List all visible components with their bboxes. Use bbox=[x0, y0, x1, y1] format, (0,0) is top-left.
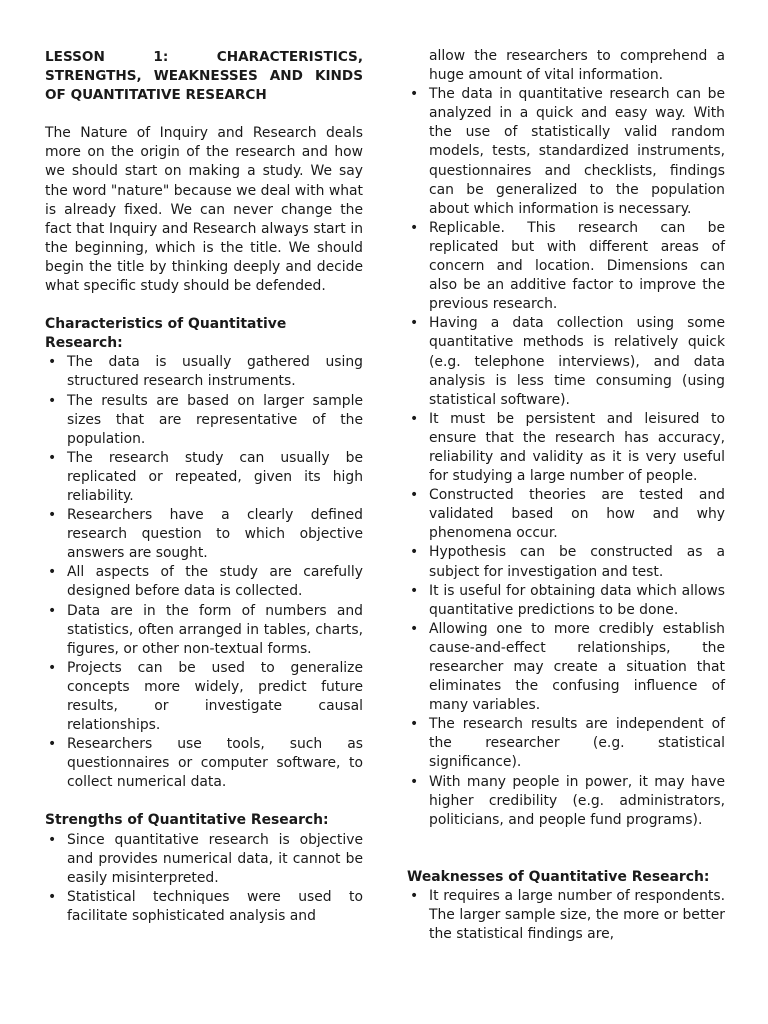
bullet-icon: • bbox=[48, 602, 57, 619]
list-item: • The research results are independent of the researcher (e.g. statistical significance). bbox=[410, 716, 725, 771]
bullet-icon: • bbox=[48, 507, 57, 524]
strengths-list-continued bbox=[407, 85, 725, 830]
list-item: • Replicable. This research can be replicated but with different areas of concern and location. Dimensions can also be an additive factor to improve the previous research. bbox=[410, 219, 725, 313]
right-column bbox=[407, 47, 725, 944]
bullet-icon: • bbox=[48, 354, 57, 371]
bullet-icon: • bbox=[410, 620, 419, 637]
bullet-icon: • bbox=[410, 887, 419, 904]
list-item: • Data are in the form of numbers and statistics, often arranged in tables, charts, figures, or other non-textual forms. bbox=[48, 602, 363, 657]
bullet-icon: • bbox=[410, 544, 419, 561]
list-item: • Researchers use tools, such as questionnaires or computer software, to collect numerical data. bbox=[48, 736, 363, 791]
lesson-title: LESSON 1: CHARACTERISTICS, STRENGTHS, WEAKNESSES AND KINDS OF QUANTITATIVE RESEARCH bbox=[45, 49, 363, 104]
bullet-icon: • bbox=[48, 888, 57, 905]
strengths-heading: Strengths of Quantitative Research: bbox=[45, 812, 329, 829]
list-item: • Researchers have a clearly defined research question to which objective answers are sought. bbox=[48, 507, 363, 562]
list-item: • Having a data collection using some quantitative methods is relatively quick (e.g. telephone interviews), and data analysis is less time consuming (using statistical software). bbox=[410, 315, 725, 408]
list-item: • It must be persistent and leisured to ensure that the research has accuracy, reliability and validity as it is very useful for studying a large number of people. bbox=[410, 410, 725, 485]
characteristics-heading: Characteristics of Quantitative Research: bbox=[45, 316, 287, 352]
bullet-icon: • bbox=[48, 449, 57, 466]
bullet-icon: • bbox=[48, 564, 57, 581]
characteristics-list bbox=[45, 353, 363, 792]
strengths-list bbox=[45, 831, 363, 926]
bullet-icon: • bbox=[410, 219, 419, 236]
list-item: • Hypothesis can be constructed as a subject for investigation and test. bbox=[410, 544, 725, 580]
list-item: • It requires a large number of respondents. The larger sample size, the more or better the statistical findings are, bbox=[410, 887, 725, 943]
list-item: • Statistical techniques were used to facilitate sophisticated analysis and bbox=[48, 888, 363, 924]
bullet-icon: • bbox=[48, 659, 57, 676]
list-item: • The results are based on larger sample sizes that are representative of the population. bbox=[48, 392, 363, 447]
list-item: • The research study can usually be replicated or repeated, given its high reliability. bbox=[48, 449, 363, 504]
list-item: • The data in quantitative research can be analyzed in a quick and easy way. With the use of statistically valid random models, tests, standardized instruments, questionnaires and checklists, findings can be generalized to the population about which information is necessary. bbox=[410, 86, 725, 217]
weaknesses-list bbox=[407, 887, 725, 944]
bullet-icon: • bbox=[48, 392, 57, 409]
left-column bbox=[45, 48, 363, 926]
bullet-icon: • bbox=[48, 831, 57, 848]
list-item: • With many people in power, it may have higher credibility (e.g. administrators, politicians, and people fund programs). bbox=[410, 773, 725, 828]
bullet-icon: • bbox=[410, 86, 419, 103]
bullet-icon: • bbox=[410, 773, 419, 790]
list-item: • All aspects of the study are carefully designed before data is collected. bbox=[48, 564, 363, 600]
continued-text: allow the researchers to comprehend a huge amount of vital information. bbox=[429, 48, 725, 84]
bullet-icon: • bbox=[410, 582, 419, 599]
list-item: • Projects can be used to generalize concepts more widely, predict future results, or investigate causal relationships. bbox=[48, 659, 363, 734]
intro-paragraph: The Nature of Inquiry and Research deals more on the origin of the research and how we should start on making a study. We say the word "nature" because we deal with what is already fixed. We can never change the fact that Inquiry and Research always start in the beginning, which is the title. We should begin the title by thinking deeply and decide what specific study should be defended. bbox=[45, 125, 363, 295]
bullet-icon: • bbox=[410, 487, 419, 504]
list-item: • Allowing one to more credibly establish cause-and-effect relationships, the researcher may create a situation that eliminates the confusing influence of many variables. bbox=[410, 620, 725, 714]
bullet-icon: • bbox=[48, 736, 57, 753]
bullet-icon: • bbox=[410, 315, 419, 332]
list-item: • It is useful for obtaining data which allows quantitative predictions to be done. bbox=[410, 582, 725, 618]
spacer bbox=[407, 849, 725, 868]
weaknesses-heading: Weaknesses of Quantitative Research: bbox=[407, 868, 710, 885]
bullet-icon: • bbox=[410, 410, 419, 427]
list-item: • The data is usually gathered using structured research instruments. bbox=[48, 354, 363, 390]
bullet-icon: • bbox=[410, 716, 419, 733]
list-item: • Since quantitative research is objective and provides numerical data, it cannot be easily misinterpreted. bbox=[48, 831, 363, 886]
list-item: • Constructed theories are tested and validated based on how and why phenomena occur. bbox=[410, 487, 725, 542]
